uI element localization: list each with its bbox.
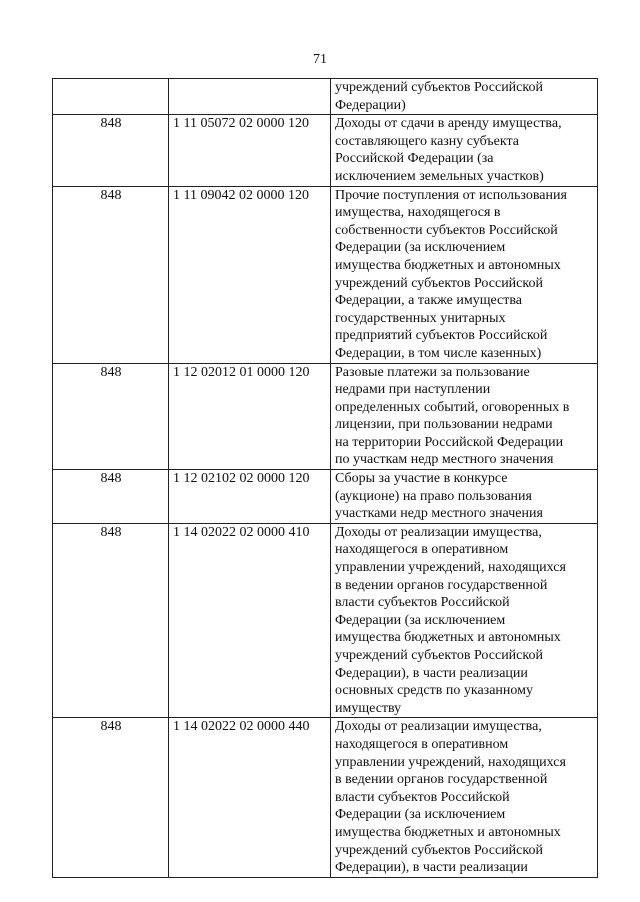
budget-code-cell: 1 11 05072 02 0000 120 xyxy=(169,115,331,186)
table-row xyxy=(53,718,598,877)
description-cell: Сборы за участие в конкурсе (аукционе) на право пользования участками недр местного значения xyxy=(331,470,598,524)
budget-code-cell: 1 12 02102 02 0000 120 xyxy=(169,470,331,524)
budget-code-cell xyxy=(169,79,331,115)
admin-code-cell: 848 xyxy=(53,470,169,524)
description-cell: Доходы от сдачи в аренду имущества, составляющего казну субъекта Российской Федерации (за исключением земельных участков) xyxy=(331,115,598,186)
description-cell: Доходы от реализации имущества, находящегося в оперативном управлении учреждений, находящихся в ведении органов государственной власти субъектов Российской Федерации (за исключением имущества бюджетных и автономных учреждений субъектов Российской Федерации), в части реализации xyxy=(331,718,598,877)
description-cell: учреждений субъектов Российской Федерации) xyxy=(331,79,598,115)
description-cell: Прочие поступления от использования имущества, находящегося в собственности субъектов Российской Федерации (за исключением имущества бюджетных и автономных учреждений субъектов Российской Федерации, а также имущества государственных унитарных предприятий субъектов Российской Федерации, в том числе казенных) xyxy=(331,186,598,363)
table-row xyxy=(53,115,598,186)
budget-code-cell: 1 14 02022 02 0000 410 xyxy=(169,523,331,718)
description-cell: Доходы от реализации имущества, находящегося в оперативном управлении учреждений, находящихся в ведении органов государственной власти субъектов Российской Федерации (за исключением имущества бюджетных и автономных учреждений субъектов Российской Федерации), в части реализации основных средств по указанному имуществу xyxy=(331,523,598,718)
admin-code-cell: 848 xyxy=(53,115,169,186)
description-cell: Разовые платежи за пользование недрами при наступлении определенных событий, оговоренных в лицензии, при пользовании недрами на территории Российской Федерации по участкам недр местного значения xyxy=(331,363,598,470)
budget-code-cell: 1 11 09042 02 0000 120 xyxy=(169,186,331,363)
table-row xyxy=(53,186,598,363)
page-number: 71 xyxy=(313,52,327,67)
table-row xyxy=(53,470,598,524)
admin-code-cell: 848 xyxy=(53,363,169,470)
admin-code-cell xyxy=(53,79,169,115)
table-row xyxy=(53,79,598,115)
table-row xyxy=(53,363,598,470)
admin-code-cell: 848 xyxy=(53,523,169,718)
budget-code-cell: 1 14 02022 02 0000 440 xyxy=(169,718,331,877)
admin-code-cell: 848 xyxy=(53,186,169,363)
budget-code-cell: 1 12 02012 01 0000 120 xyxy=(169,363,331,470)
admin-code-cell: 848 xyxy=(53,718,169,877)
table-row xyxy=(53,523,598,718)
revenue-codes-table xyxy=(52,78,598,878)
